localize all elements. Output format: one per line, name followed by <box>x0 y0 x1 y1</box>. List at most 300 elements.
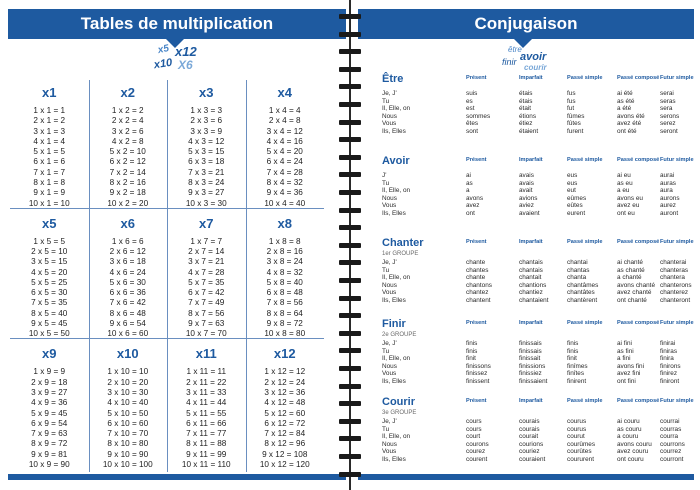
verb-form: courait <box>519 433 539 441</box>
table-row: 5 x 10 = 50 <box>107 408 149 418</box>
tense-column <box>660 172 680 218</box>
table-row: 8 x 1 = 8 <box>33 178 66 188</box>
table-row: 9 x 7 = 63 <box>188 319 225 329</box>
tense-header: Présent <box>466 157 487 163</box>
table-row: 3 x 2 = 6 <box>111 126 144 136</box>
table-row: 1 x 9 = 9 <box>33 367 66 377</box>
spiral-ring <box>339 14 361 19</box>
table-row: 10 x 11 = 110 <box>181 460 231 470</box>
table-row: 10 x 2 = 20 <box>107 198 149 208</box>
verb-form: ont eu <box>617 209 635 217</box>
verb-form: as fini <box>617 347 634 355</box>
table-row: 9 x 9 = 81 <box>31 449 68 459</box>
tense-header: Futur simple <box>660 157 694 163</box>
table-row: 4 x 3 = 12 <box>188 136 225 146</box>
spiral-ring <box>339 190 361 195</box>
tense-column <box>466 259 492 305</box>
verb-form: courus <box>567 425 587 433</box>
table-heading: x11 <box>195 346 217 362</box>
verb-form: courrons <box>660 440 685 448</box>
verb-form: finirent <box>567 377 587 385</box>
tense-header: Futur simple <box>660 398 694 404</box>
table-row: 10 x 9 = 90 <box>28 460 70 470</box>
bottom-bar <box>358 474 694 480</box>
verb-form: suis <box>466 90 478 97</box>
verb-form: finîtes <box>567 370 585 378</box>
table-row: 2 x 1 = 2 <box>33 116 66 126</box>
verb-form: a chanté <box>617 274 642 282</box>
table-row: 5 x 7 = 35 <box>188 277 225 287</box>
table-row: 5 x 2 = 10 <box>109 147 146 157</box>
table-row: 3 x 6 = 18 <box>109 257 146 267</box>
verb-form: ai eu <box>617 172 631 179</box>
tense-column <box>567 340 588 386</box>
tense-header: Imparfait <box>519 157 543 163</box>
tense-column <box>567 259 598 305</box>
tense-header: Passé composé <box>617 320 660 326</box>
pronoun: Vous <box>382 289 397 297</box>
table-heading: x5 <box>42 215 57 231</box>
tense-column <box>567 90 584 136</box>
table-heading: x9 <box>42 346 57 362</box>
table-x3 <box>167 82 246 209</box>
verb-form: auras <box>660 179 676 187</box>
verb-form: seras <box>660 97 676 105</box>
table-row: 3 x 3 = 9 <box>190 126 223 136</box>
tense-header: Présent <box>466 75 487 81</box>
table-row: 8 x 2 = 16 <box>109 178 146 188</box>
page-title: Conjugaison <box>474 14 578 33</box>
multiplication-title-band <box>8 9 346 39</box>
tense-column <box>519 172 540 218</box>
table-row: 6 x 11 = 66 <box>186 418 227 428</box>
pronoun: Ils, Elles <box>382 127 406 135</box>
verb-form: finis <box>466 347 478 355</box>
pronoun: Ils, Elles <box>382 377 406 385</box>
grid-divider <box>167 80 168 472</box>
verb-form: as chanté <box>617 266 645 274</box>
spiral-ring <box>339 348 361 353</box>
verb-form: ai chanté <box>617 259 643 266</box>
verb-form: chantai <box>567 259 588 266</box>
table-row: 6 x 1 = 6 <box>33 157 66 167</box>
tense-header: Passé simple <box>567 157 603 163</box>
pronoun-column <box>382 259 410 305</box>
verb-form: ont couru <box>617 455 644 463</box>
verb-form: courons <box>466 440 489 448</box>
table-row: 10 x 5 = 50 <box>28 329 70 339</box>
spiral-ring <box>339 49 361 54</box>
verb-form: a eu <box>617 187 630 195</box>
table-x6 <box>89 213 168 340</box>
doodle-courir: courir <box>524 63 547 72</box>
spiral-ring <box>339 120 361 125</box>
table-x5 <box>10 213 89 340</box>
verb-form: ai <box>466 172 471 179</box>
tense-header: Passé composé <box>617 157 660 163</box>
verb-form: avais <box>519 172 534 179</box>
verb-form: finissons <box>466 362 491 370</box>
table-row: 4 x 9 = 36 <box>31 398 68 408</box>
table-row: 9 x 5 = 45 <box>31 319 68 329</box>
verb-form: courent <box>466 455 488 463</box>
verb-form: courra <box>660 433 679 441</box>
doodle-x6: X6 <box>178 58 193 72</box>
verb-form: ont été <box>617 127 637 135</box>
verb-form: courions <box>519 440 544 448</box>
table-row: 10 x 10 = 100 <box>102 460 153 470</box>
table-row: 8 x 7 = 56 <box>188 308 225 318</box>
table-x8 <box>246 213 325 340</box>
table-row: 1 x 4 = 4 <box>268 106 301 115</box>
verb-group: 1er GROUPE <box>382 251 419 257</box>
verb-form: avons fini <box>617 362 644 370</box>
pronoun: Nous <box>382 440 397 448</box>
tense-header: Imparfait <box>519 75 543 81</box>
table-row: 9 x 8 = 72 <box>266 319 303 329</box>
table-row: 5 x 8 = 40 <box>266 277 303 287</box>
pronoun: Il, Elle, on <box>382 187 411 195</box>
verb-form: courras <box>660 425 682 433</box>
verb-form: aura <box>660 187 673 195</box>
spiral-ring <box>339 401 361 406</box>
verb-form: courus <box>567 418 587 425</box>
table-row: 8 x 3 = 24 <box>188 178 225 188</box>
table-row: 7 x 5 = 35 <box>31 298 68 308</box>
doodle-avoir: avoir <box>520 51 547 63</box>
verb-form: finissez <box>466 370 488 378</box>
tense-header: Présent <box>466 398 487 404</box>
conjugation-title-band <box>358 9 694 39</box>
table-row: 5 x 1 = 5 <box>33 147 66 157</box>
verb-form: était <box>519 105 532 113</box>
verb-form: fus <box>567 90 576 97</box>
table-row: 7 x 8 = 56 <box>266 298 303 308</box>
verb-form: courrez <box>660 448 682 456</box>
tense-header: Présent <box>466 239 487 245</box>
verb-form: finis <box>466 340 478 347</box>
spiral-ring <box>339 454 361 459</box>
table-row: 1 x 12 = 12 <box>264 367 306 377</box>
verb-form: chantions <box>519 281 547 289</box>
verb-form: avais <box>519 179 534 187</box>
table-row: 6 x 8 = 48 <box>266 288 303 298</box>
table-row: 8 x 6 = 48 <box>109 308 146 318</box>
verb-form: finissent <box>466 377 490 385</box>
table-row: 10 x 3 = 30 <box>185 198 227 208</box>
table-heading: x1 <box>42 85 57 100</box>
verb-form: couraient <box>519 455 546 463</box>
pronoun: Il, Elle, on <box>382 433 411 441</box>
pronoun: Je, J' <box>382 340 397 347</box>
table-heading: x2 <box>120 85 135 100</box>
table-row: 7 x 6 = 42 <box>109 298 146 308</box>
spiral-ring <box>339 366 361 371</box>
tense-column <box>466 90 490 136</box>
tense-header: Passé simple <box>567 320 603 326</box>
verb-form: courrai <box>660 418 680 425</box>
pronoun-column <box>382 340 410 386</box>
table-heading: x8 <box>277 215 292 231</box>
table-row: 4 x 10 = 40 <box>107 398 149 408</box>
verb-form: aurez <box>660 202 676 210</box>
verb-form: chanterons <box>660 281 692 289</box>
pronoun: Nous <box>382 112 397 120</box>
verb-form: as <box>466 179 473 187</box>
verb-form: finirai <box>660 340 676 347</box>
tense-header: Présent <box>466 320 487 326</box>
table-row: 9 x 12 = 108 <box>262 449 308 459</box>
pronoun-column <box>382 418 410 464</box>
pronoun: Nous <box>382 194 397 202</box>
table-row: 10 x 7 = 70 <box>185 329 227 339</box>
tense-header: Futur simple <box>660 239 694 245</box>
verb-form: ai fini <box>617 340 632 347</box>
verb-group: 2e GROUPE <box>382 332 417 338</box>
verb-form: avez fini <box>617 370 641 378</box>
tense-column <box>660 340 681 386</box>
tense-column <box>519 90 538 136</box>
verb-form: avez couru <box>617 448 649 456</box>
doodle-etre: être <box>508 45 522 54</box>
spiral-ring <box>339 102 361 107</box>
verb-form: fut <box>567 105 575 113</box>
verb-form: seront <box>660 127 678 135</box>
table-row: 2 x 10 = 20 <box>107 377 149 387</box>
verb-form: avait <box>519 187 533 195</box>
verb-form: finiras <box>660 347 678 355</box>
table-row: 5 x 6 = 30 <box>109 277 146 287</box>
verb-name: Courir <box>382 396 415 408</box>
verb-form: aurai <box>660 172 675 179</box>
grid-divider <box>10 338 324 339</box>
spiral-ring <box>339 208 361 213</box>
verb-form: chantons <box>466 281 492 289</box>
verb-form: fûtes <box>567 120 581 128</box>
table-row: 6 x 2 = 12 <box>109 157 146 167</box>
table-row: 2 x 5 = 10 <box>31 246 68 256</box>
verb-form: chanteront <box>660 296 691 304</box>
verb-form: finissions <box>519 362 546 370</box>
verb-form: chantiez <box>519 289 543 297</box>
table-heading: x10 <box>116 346 139 362</box>
verb-form: ai été <box>617 90 633 97</box>
table-row: 3 x 9 = 27 <box>31 387 68 397</box>
verb-form: chantait <box>519 274 542 282</box>
verb-form: chantent <box>466 296 491 304</box>
pronoun: Il, Elle, on <box>382 355 411 363</box>
spiral-ring <box>339 278 361 283</box>
verb-form: cours <box>466 418 482 425</box>
grid-divider <box>89 80 90 472</box>
tense-header: Futur simple <box>660 75 694 81</box>
table-x9 <box>10 343 89 470</box>
tense-column <box>567 172 586 218</box>
verb-form: avons <box>466 194 484 202</box>
table-row: 4 x 2 = 8 <box>111 136 144 146</box>
verb-form: a été <box>617 105 632 113</box>
verb-form: avons couru <box>617 440 652 448</box>
verb-form: sont <box>466 127 479 135</box>
verb-form: finissais <box>519 347 542 355</box>
spiral-ring <box>339 436 361 441</box>
verb-form: avons eu <box>617 194 643 202</box>
verb-form: finîmes <box>567 362 588 370</box>
verb-form: furent <box>567 127 584 135</box>
table-row: 9 x 2 = 18 <box>109 188 146 198</box>
spiral-ring <box>339 225 361 230</box>
table-row: 4 x 5 = 20 <box>31 267 68 277</box>
table-row: 4 x 7 = 28 <box>188 267 225 277</box>
verb-form: êtes <box>466 120 479 128</box>
verb-form: cours <box>466 425 482 433</box>
tense-header: Passé composé <box>617 398 660 404</box>
verb-form: eurent <box>567 209 586 217</box>
table-row: 2 x 3 = 6 <box>190 116 223 126</box>
verb-form: finira <box>660 355 674 363</box>
doodle-x10: x10 <box>153 56 174 72</box>
verb-form: es <box>466 97 473 105</box>
pronoun: Ils, Elles <box>382 296 406 304</box>
table-row: 9 x 11 = 99 <box>186 449 227 459</box>
bottom-bar <box>8 474 346 480</box>
table-row: 7 x 4 = 28 <box>266 167 303 177</box>
tense-header: Passé composé <box>617 239 660 245</box>
verb-form: chantaient <box>519 296 549 304</box>
pronoun: Tu <box>382 97 390 105</box>
table-row: 5 x 11 = 55 <box>186 408 227 418</box>
verb-form: aviez <box>519 202 534 210</box>
table-row: 9 x 6 = 54 <box>109 319 146 329</box>
verb-form: courais <box>519 418 540 425</box>
table-row: 3 x 8 = 24 <box>266 257 303 267</box>
table-row: 6 x 5 = 30 <box>31 288 68 298</box>
tense-header: Futur simple <box>660 320 694 326</box>
table-row: 8 x 8 = 64 <box>266 308 303 318</box>
verb-form: finirons <box>660 362 681 370</box>
table-row: 6 x 6 = 36 <box>109 288 146 298</box>
tense-column <box>660 418 685 464</box>
verb-form: avons chanté <box>617 281 656 289</box>
table-row: 7 x 10 = 70 <box>107 429 149 439</box>
tense-column <box>567 418 595 464</box>
tense-column <box>466 418 489 464</box>
verb-form: as eu <box>617 179 633 187</box>
table-x2 <box>89 82 168 209</box>
verb-form: avions <box>519 194 538 202</box>
verb-form: étais <box>519 90 533 97</box>
spiral-ring <box>339 67 361 72</box>
table-row: 2 x 4 = 8 <box>268 116 301 126</box>
table-row: 8 x 4 = 32 <box>266 178 303 188</box>
verb-form: eut <box>567 187 576 195</box>
spiral-ring <box>339 243 361 248</box>
verb-form: chantera <box>660 274 685 282</box>
pronoun: J' <box>382 172 387 179</box>
verb-form: eûtes <box>567 202 583 210</box>
pronoun: Tu <box>382 425 390 433</box>
pronoun-column <box>382 172 410 218</box>
verb-form: courront <box>660 455 684 463</box>
verb-form: étaient <box>519 127 539 135</box>
table-row: 3 x 10 = 30 <box>107 387 149 397</box>
table-row: 10 x 4 = 40 <box>264 198 306 208</box>
verb-form: finit <box>567 355 577 363</box>
verb-form: chantâtes <box>567 289 595 297</box>
table-x11 <box>167 343 246 470</box>
spiral-ring <box>339 172 361 177</box>
table-row: 4 x 12 = 48 <box>264 398 306 408</box>
pronoun: Je, J' <box>382 90 397 97</box>
verb-form: ont chanté <box>617 296 647 304</box>
verb-form: chante <box>466 259 486 266</box>
verb-form: eûmes <box>567 194 587 202</box>
pronoun: Vous <box>382 202 397 210</box>
verb-form: serons <box>660 112 680 120</box>
table-row: 1 x 10 = 10 <box>107 367 149 377</box>
tense-column <box>617 172 643 218</box>
table-row: 10 x 6 = 60 <box>107 329 149 339</box>
table-row: 4 x 11 = 44 <box>186 398 227 408</box>
doodle-x12: x12 <box>175 44 197 59</box>
spiral-ring <box>339 296 361 301</box>
table-row: 9 x 10 = 90 <box>107 449 149 459</box>
verb-form: a couru <box>617 433 639 441</box>
table-row: 6 x 9 = 54 <box>31 418 68 428</box>
tense-column <box>466 172 483 218</box>
verb-form: ont fini <box>617 377 636 385</box>
table-row: 1 x 5 = 5 <box>33 236 66 246</box>
table-row: 2 x 2 = 4 <box>111 116 144 126</box>
tense-column <box>617 418 652 464</box>
multiplication-grid <box>10 80 324 472</box>
verb-form: eus <box>567 179 578 187</box>
table-row: 1 x 11 = 11 <box>186 367 227 377</box>
verb-form: avons été <box>617 112 645 120</box>
table-row: 1 x 8 = 8 <box>268 236 301 246</box>
table-x4 <box>246 82 325 209</box>
table-row: 10 x 12 = 120 <box>259 460 310 470</box>
pronoun: Vous <box>382 120 397 128</box>
pronoun: Vous <box>382 370 397 378</box>
verb-form: chantais <box>519 259 543 266</box>
table-row: 6 x 4 = 24 <box>266 157 303 167</box>
table-row: 9 x 4 = 36 <box>266 188 303 198</box>
verb-form: chantes <box>466 266 489 274</box>
verb-form: étions <box>519 112 537 120</box>
table-row: 1 x 2 = 2 <box>111 106 144 115</box>
table-row: 5 x 12 = 60 <box>264 408 306 418</box>
grid-divider <box>10 208 324 209</box>
verb-form: chanteras <box>660 266 689 274</box>
verb-form: avez été <box>617 120 642 128</box>
table-row: 7 x 2 = 14 <box>109 167 146 177</box>
verb-form: finit <box>466 355 476 363</box>
pronoun: Nous <box>382 362 397 370</box>
table-heading: x12 <box>273 346 296 362</box>
verb-form: avez chanté <box>617 289 652 297</box>
table-row: 1 x 3 = 3 <box>190 106 223 115</box>
spiral-ring <box>339 32 361 37</box>
verb-form: étais <box>519 97 533 105</box>
tense-header: Imparfait <box>519 239 543 245</box>
table-row: 2 x 12 = 24 <box>264 377 306 387</box>
table-row: 4 x 6 = 24 <box>109 267 146 277</box>
table-row: 8 x 11 = 88 <box>186 439 227 449</box>
table-x10 <box>89 343 168 470</box>
verb-form: court <box>466 433 481 441</box>
pronoun: Je, J' <box>382 259 397 266</box>
